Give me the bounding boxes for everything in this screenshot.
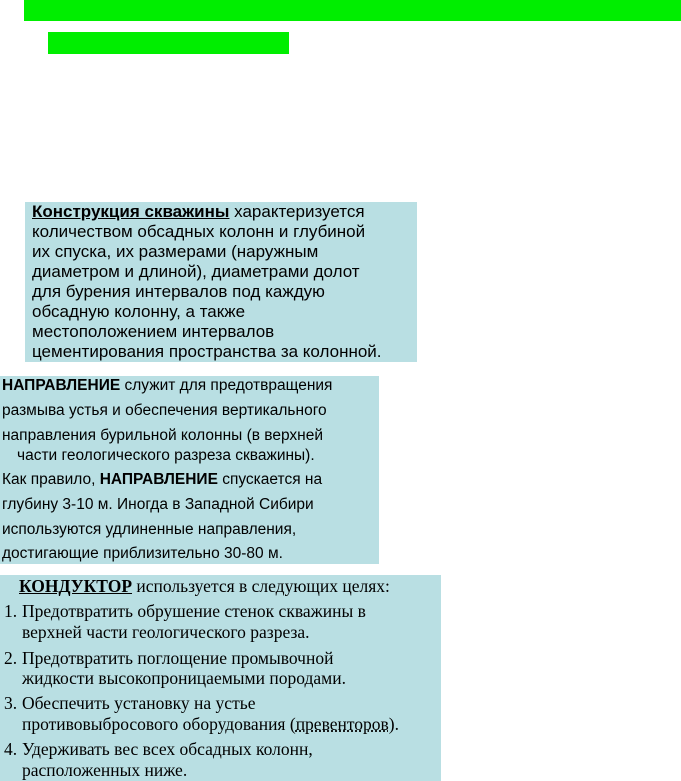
text-fragment: Как правило, (2, 471, 100, 488)
item-line: Удерживать вес всех обсадных колонн, (22, 739, 313, 759)
text-line: диаметром и длиной), диаметрами долот (32, 262, 360, 281)
text-fragment: используется в следующих целях: (132, 576, 390, 596)
text-line: размыва устья и обеспечения вертикального (2, 402, 327, 419)
term-direction: НАПРАВЛЕНИЕ (99, 471, 218, 488)
text-line: достигающие приблизительно 30-80 м. (2, 545, 283, 562)
text-line: глубину 3-10 м. Иногда в Западной Сибири (2, 496, 314, 513)
text-line: используются удлиненные направления, (2, 521, 297, 538)
text-line: их спуска, их размерами (наружным (32, 242, 319, 261)
term-well-construction: Конструкция скважины (32, 202, 230, 221)
text-line (2, 377, 332, 395)
text-line: для бурения интервалов под каждую (32, 282, 325, 301)
text-line: цементирования пространства за колонной. (32, 342, 382, 361)
item-number: 1. (4, 601, 18, 621)
item-line: расположенных ниже. (22, 760, 188, 780)
text-fragment: противовыбросового оборудования ( (22, 714, 296, 734)
green-header-bar (24, 0, 681, 21)
item-number: 3. (4, 693, 18, 713)
text-fragment: спускается на (217, 471, 323, 488)
text-fragment: служит для предотвращения (120, 377, 333, 394)
list-heading (19, 576, 390, 596)
item-line: жидкости высокопроницаемыми породами. (22, 668, 346, 688)
conductor-purposes-list (0, 575, 441, 781)
item-line: Предотвратить поглощение промывочной (22, 648, 334, 668)
item-number: 4. (4, 739, 18, 759)
text-line (2, 471, 322, 489)
text-line (32, 202, 417, 222)
item-line (22, 714, 399, 734)
text-fragment: характеризуется (229, 202, 365, 221)
text-line: местоположением интервалов (32, 322, 275, 341)
text-line: обсадную колонну, а также (32, 302, 246, 321)
text-fragment: ). (388, 714, 399, 734)
text-line: направления бурильной колонны (в верхней (2, 427, 323, 444)
text-line: количеством обсадных колонн и глубиной (32, 222, 366, 241)
term-direction: НАПРАВЛЕНИЕ (2, 377, 121, 394)
well-construction-definition (25, 202, 417, 362)
text-line: части геологического разреза скважины). (17, 447, 315, 464)
term-conductor: КОНДУКТОР (19, 576, 133, 596)
green-subheader-bar (48, 32, 289, 54)
item-line: Обеспечить установку на устье (22, 693, 256, 713)
item-line: Предотвратить обрушение стенок скважины в (22, 601, 366, 621)
term-preventers: превенторов (295, 714, 389, 734)
item-line: верхней части геологического разреза. (22, 622, 310, 642)
item-number: 2. (4, 648, 18, 668)
direction-casing-description (0, 376, 379, 564)
